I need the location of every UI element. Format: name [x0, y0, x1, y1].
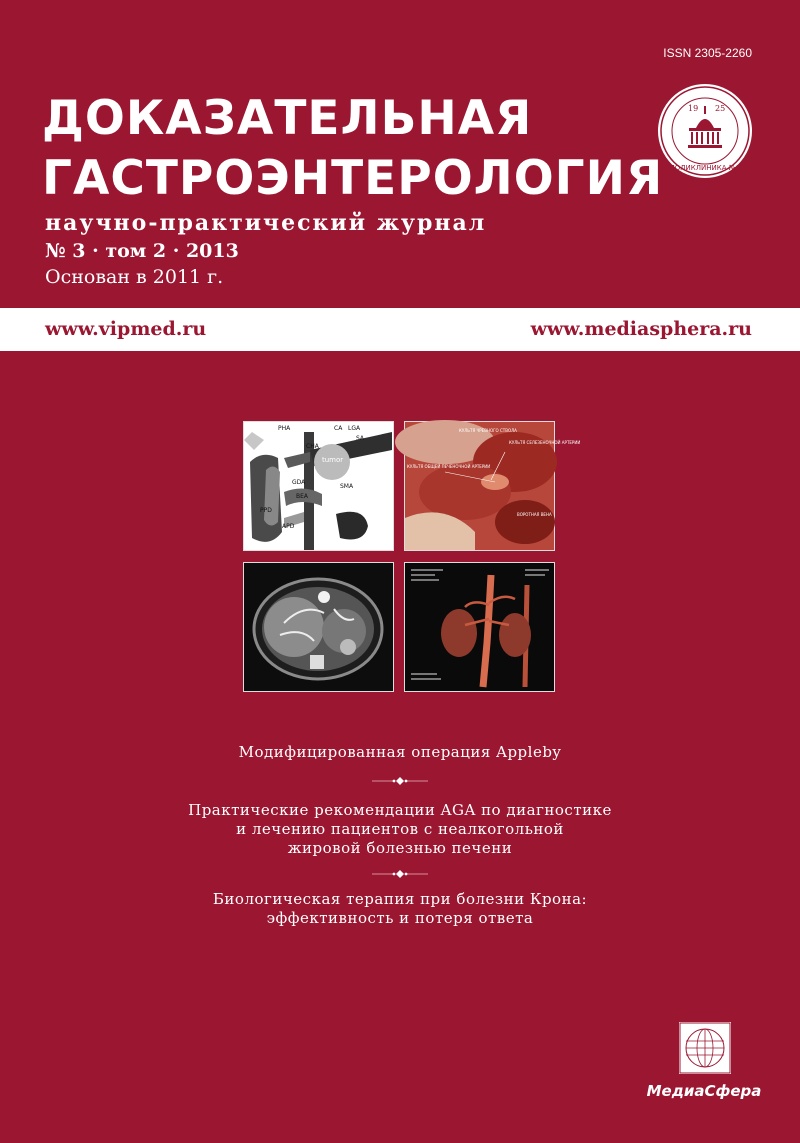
seal-year-left: 19	[688, 104, 699, 113]
vascular-diagram-image	[243, 421, 394, 551]
photo-label-portal-vein: ВОРОТНАЯ ВЕНА	[517, 512, 552, 517]
article-line: Биологическая терапия при болезни Крона:	[212, 890, 588, 908]
article-line: и лечению пациентов с неалкогольной	[236, 820, 564, 838]
surgical-photo-image	[404, 421, 581, 551]
diagram-label-tumor: tumor	[322, 456, 344, 464]
founded-year: Основан в 2011 г.	[45, 266, 224, 288]
angiography-render-image	[404, 562, 555, 692]
photo-label-hepatic-stump: КУЛЬТЯ ОБЩЕЙ ПЕЧЕНОЧНОЙ АРТЕРИИ	[407, 464, 491, 469]
diagram-label-cha: CHA	[306, 443, 319, 450]
article-appleby	[0, 743, 800, 762]
seal-year-right: 25	[715, 104, 726, 113]
issn-number: ISSN 2305-2260	[663, 46, 752, 60]
polyclinic-seal	[658, 84, 752, 178]
mediasphera-link[interactable]: www.mediasphera.ru	[530, 318, 752, 340]
diagram-label-gda: GDA	[292, 479, 306, 486]
diagram-label-ppd: PPD	[260, 507, 272, 514]
seal-emblem-icon	[658, 84, 752, 178]
vipmed-link[interactable]: www.vipmed.ru	[45, 318, 207, 340]
photo-label-celiac-stump: КУЛЬТЯ ЧРЕВНОГО СТВОЛА	[459, 428, 517, 433]
article-crohn-therapy	[0, 890, 800, 928]
divider-ornament-icon	[372, 869, 428, 879]
diagram-label-sma: SMA	[340, 483, 354, 490]
photo-label-splenic-stump: КУЛЬТЯ СЕЛЕЗЕНОЧНОЙ АРТЕРИИ	[509, 440, 581, 445]
journal-subtitle: научно-практический журнал	[45, 210, 487, 236]
diagram-label-apd: APD	[282, 523, 295, 530]
diagram-label-lga: LGA	[348, 425, 361, 432]
diagram-label-pha: PHA	[278, 425, 291, 432]
article-line: Модифицированная операция Appleby	[238, 743, 562, 761]
diagram-label-sa: SA	[356, 435, 365, 442]
ct-scan-image	[243, 562, 394, 692]
article-line: эффективность и потеря ответа	[266, 909, 534, 927]
journal-title-line-2: ГАСТРОЭНТЕРОЛОГИЯ	[42, 151, 664, 206]
publisher-name: МедиаСфера	[646, 1082, 762, 1100]
publisher-logo	[679, 1022, 731, 1074]
diagram-label-bea: BEA	[296, 493, 309, 500]
issue-info: № 3 · том 2 · 2013	[45, 240, 239, 262]
journal-title-line-1: ДОКАЗАТЕЛЬНАЯ	[42, 91, 533, 146]
article-line: Практические рекомендации AGA по диагностике	[188, 801, 612, 819]
article-aga-recommendations	[0, 801, 800, 858]
divider-ornament-icon	[372, 776, 428, 786]
article-line: жировой болезнью печени	[287, 839, 513, 857]
seal-ring-text: ПОЛИКЛИНИКА №1	[669, 164, 741, 172]
globe-icon	[679, 1022, 731, 1074]
diagram-label-ca: CA	[334, 425, 343, 432]
